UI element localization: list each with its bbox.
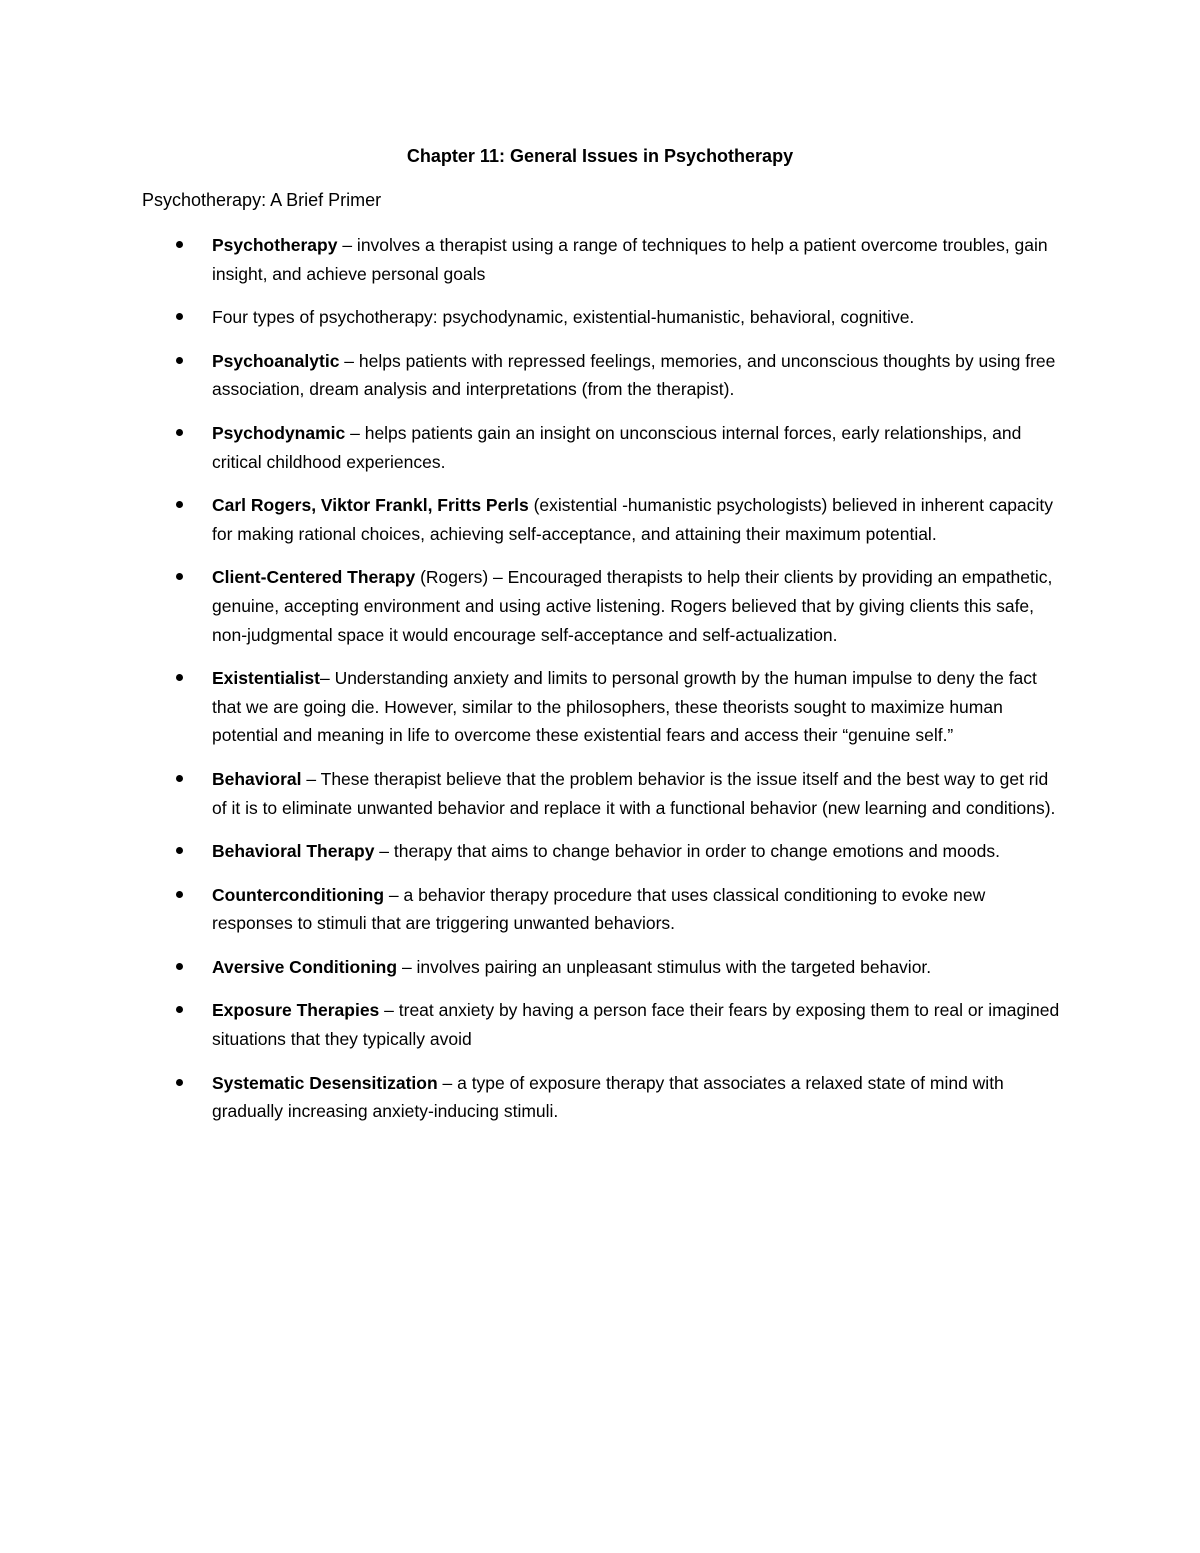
list-item-text: – a type of exposure therapy that associates a relaxed state of mind with gradually increasing anxiety-inducing stimuli. <box>212 1072 1004 1122</box>
bullet-icon <box>176 1006 183 1013</box>
list-item-term: Aversive Conditioning <box>212 956 398 977</box>
list-item-term: Psychoanalytic <box>212 350 340 371</box>
list-item <box>142 303 1067 332</box>
bullet-icon <box>176 963 183 970</box>
list-item-text: – a behavior therapy procedure that uses classical conditioning to evoke new responses to stimuli that are triggering unwanted behaviors. <box>212 884 986 934</box>
list-item-text: – Understanding anxiety and limits to personal growth by the human impulse to deny the fact that we are going die. However, similar to the philosophers, these theorists sought to maximize human potential and meaning in life to overcome these existential fears and access their “genuine self.” <box>212 668 1037 746</box>
list-item <box>142 1069 1067 1126</box>
bullet-list <box>142 231 1067 1141</box>
list-item <box>142 563 1067 649</box>
bullet-icon <box>176 573 183 580</box>
list-item-text: – treat anxiety by having a person face their fears by exposing them to real or imagined situations that they typically avoid <box>212 1000 1060 1050</box>
page-title: Chapter 11: General Issues in Psychotherapy <box>406 146 794 166</box>
list-item <box>142 347 1067 404</box>
bullet-icon <box>176 429 183 436</box>
list-item-term: Psychodynamic <box>212 422 346 443</box>
list-item-term: Behavioral Therapy <box>212 841 375 862</box>
list-item <box>142 491 1067 548</box>
list-item <box>142 765 1067 822</box>
list-item-text: (existential -humanistic psychologists) believed in inherent capacity for making rational choices, achieving self-acceptance, and attaining their maximum potential. <box>212 495 1054 544</box>
list-item-term: Carl Rogers, Viktor Frankl, Fritts Perls <box>212 495 529 516</box>
list-item-text: – involves pairing an unpleasant stimulus with the targeted behavior. <box>397 956 932 977</box>
list-item-text: – therapy that aims to change behavior in order to change emotions and moods. <box>374 841 1000 862</box>
list-item-text: – helps patients gain an insight on unconscious internal forces, early relationships, and critical childhood experiences. <box>212 422 1022 472</box>
section-heading: Psychotherapy: A Brief Primer <box>142 190 382 210</box>
list-item-term: Counterconditioning <box>212 884 385 905</box>
list-item-term: Existentialist <box>212 668 320 689</box>
bullet-icon <box>176 674 183 681</box>
list-item <box>142 837 1067 866</box>
bullet-icon <box>176 357 183 364</box>
bullet-icon <box>176 847 183 854</box>
list-item-text: (Rogers) – Encouraged therapists to help their clients by providing an empathetic, genuine, accepting environment and using active listening. Rogers believed that by giving clients this safe, non-judgmental space it would encourage self-acceptance and self-actualization. <box>212 567 1053 645</box>
bullet-icon <box>176 313 183 320</box>
list-item <box>142 664 1067 750</box>
list-item-text: Four types of psychotherapy: psychodynamic, existential-humanistic, behavioral, cognitive. <box>212 307 915 328</box>
list-item-term: Psychotherapy <box>212 235 338 255</box>
bullet-icon <box>176 501 183 508</box>
list-item <box>142 231 1067 288</box>
bullet-icon <box>176 891 183 898</box>
list-item-term: Behavioral <box>212 768 302 789</box>
bullet-icon <box>176 241 183 248</box>
list-item-text: – involves a therapist using a range of techniques to help a patient overcome troubles, gain insight, and achieve personal goals <box>212 235 1048 284</box>
list-item <box>142 996 1067 1053</box>
bullet-icon <box>176 775 183 782</box>
list-item-term: Exposure Therapies <box>212 1000 380 1021</box>
list-item-text: – helps patients with repressed feelings, memories, and unconscious thoughts by using free association, dream analysis and interpretations (from the therapist). <box>212 350 1056 400</box>
list-item-term: Client-Centered Therapy <box>212 567 416 588</box>
list-item <box>142 881 1067 938</box>
list-item <box>142 953 1067 982</box>
list-item-text: – These therapist believe that the problem behavior is the issue itself and the best way to get rid of it is to eliminate unwanted behavior and replace it with a functional behavior (new learning and conditions). <box>212 768 1056 818</box>
list-item-term: Systematic Desensitization <box>212 1072 438 1093</box>
list-item <box>142 419 1067 476</box>
bullet-icon <box>176 1079 183 1086</box>
